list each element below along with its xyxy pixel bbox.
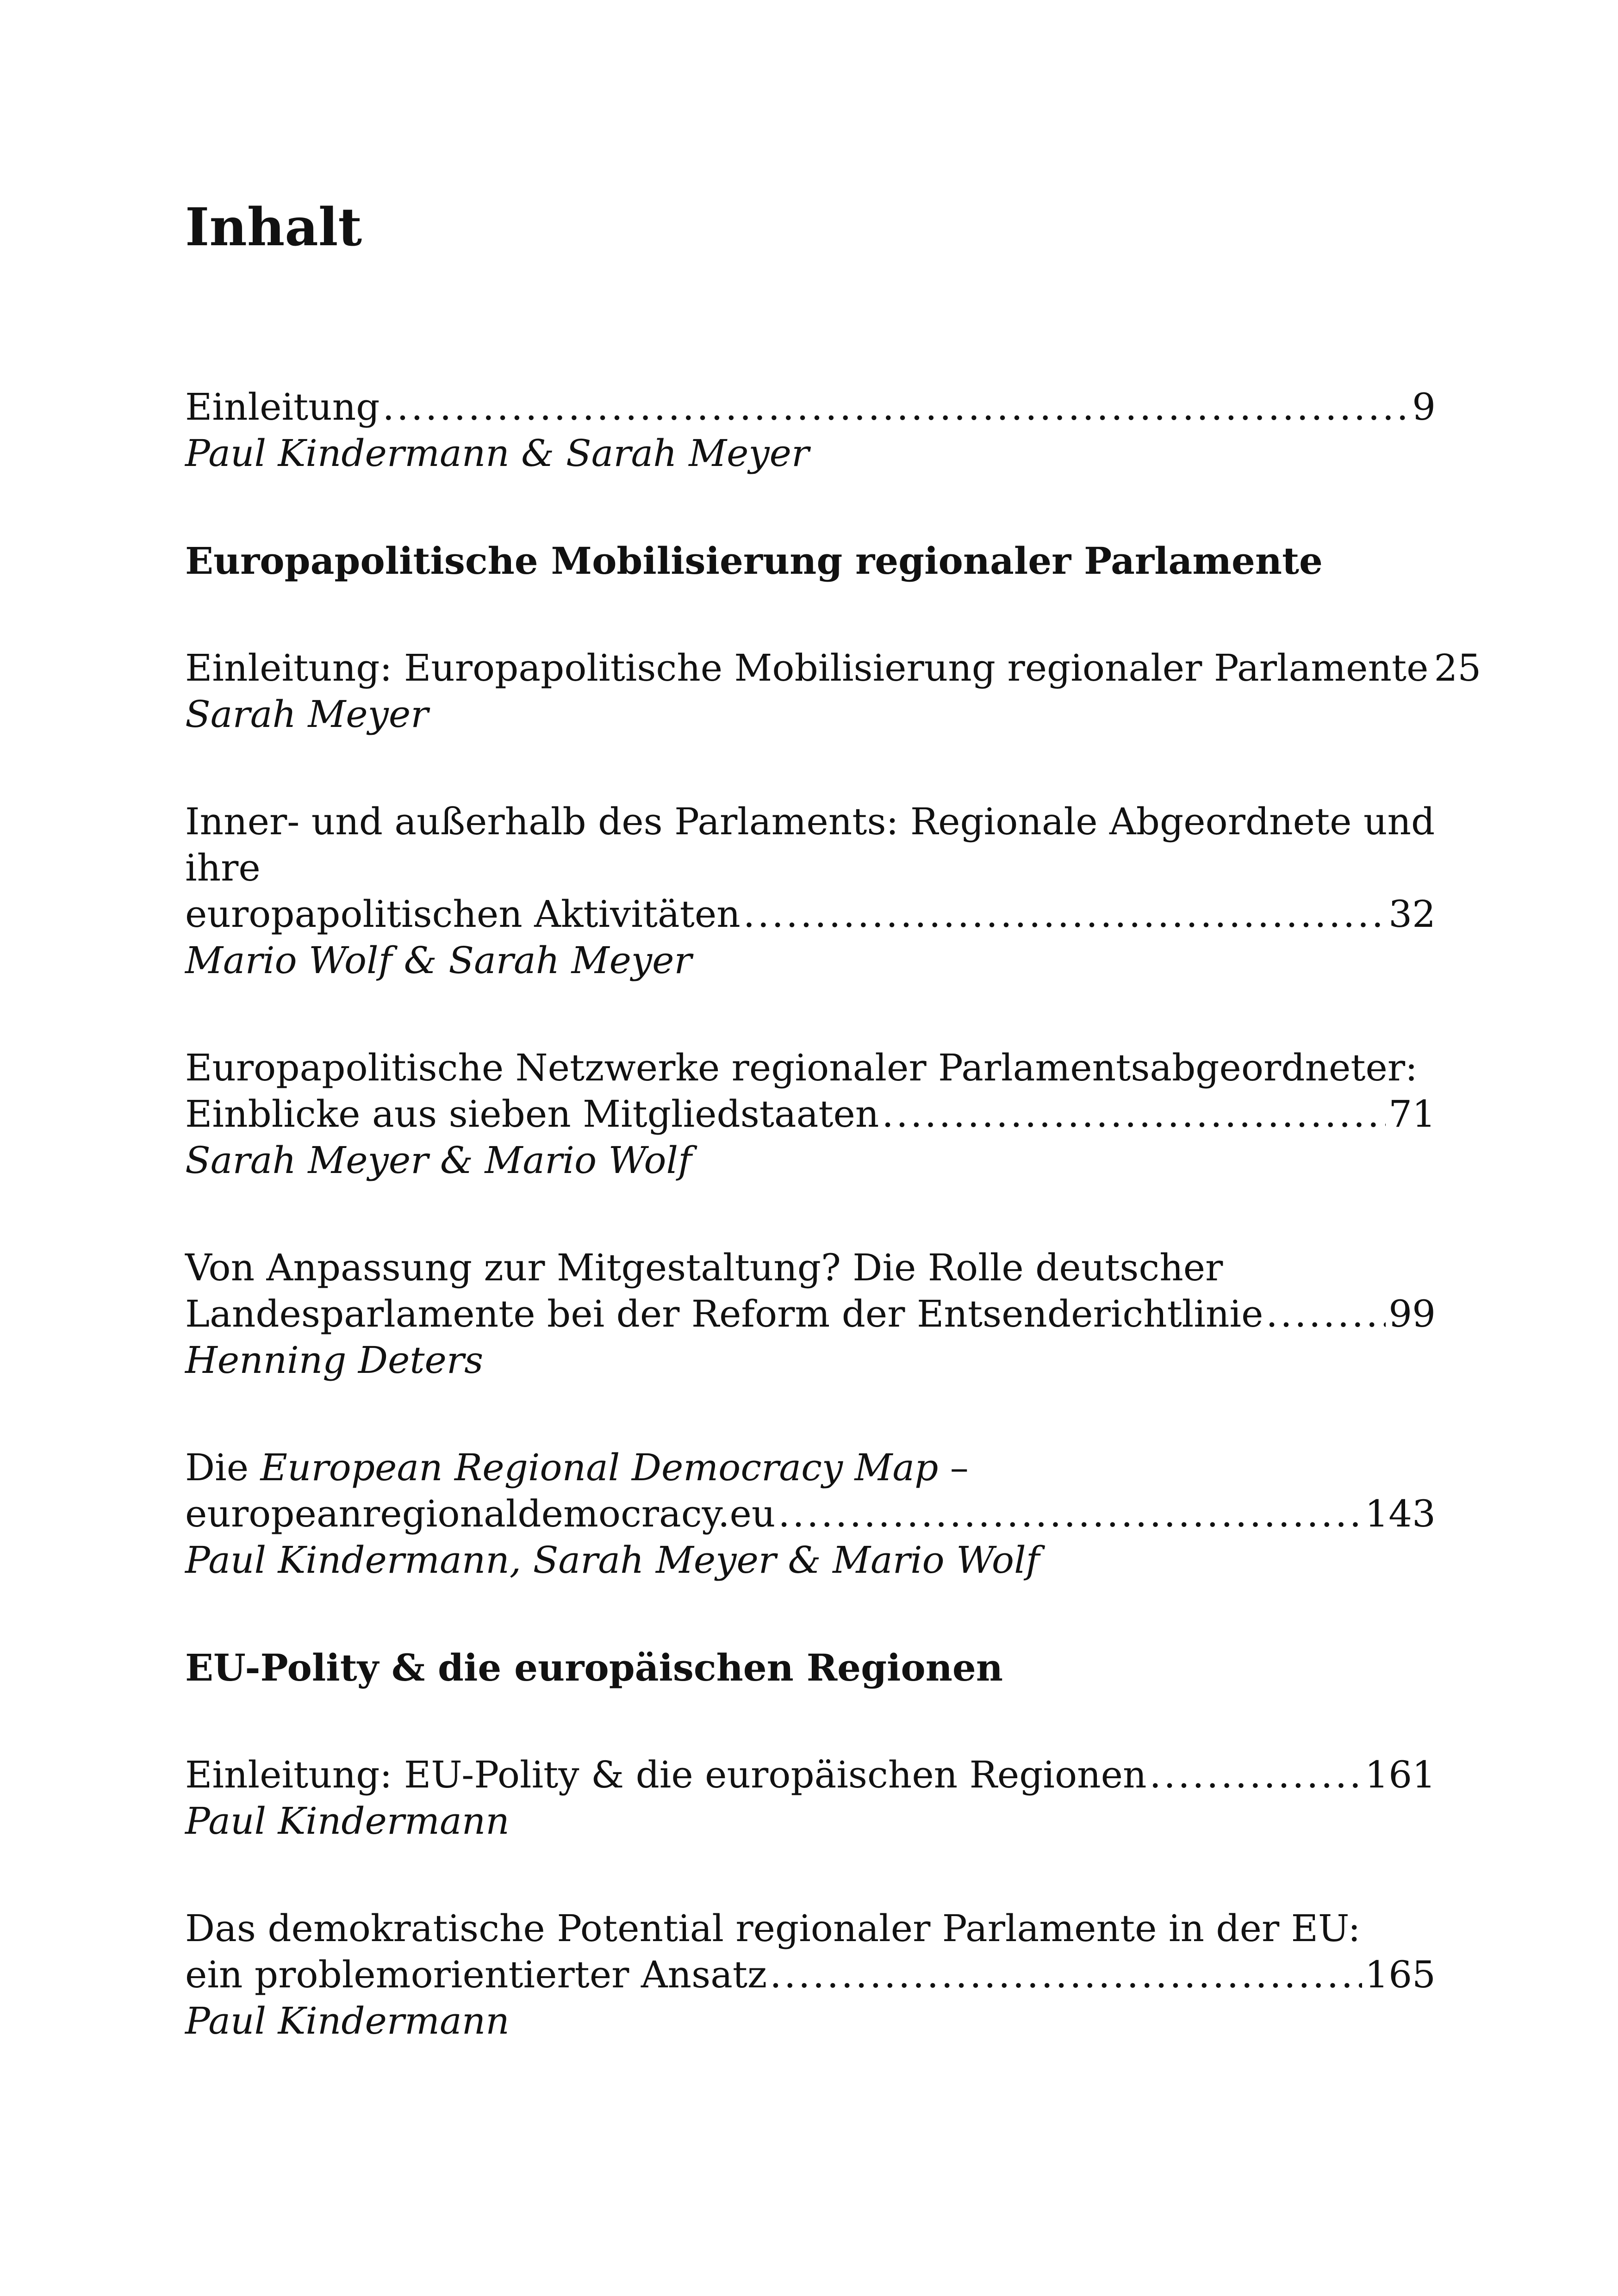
toc-page-number: 25 [1434,646,1481,689]
toc-entry-author: Paul Kindermann [185,1999,510,2042]
toc-page-number: 99 [1388,1292,1436,1335]
toc-entry-title-line: Von Anpassung zur Mitgestaltung? Die Rolle deutscher [185,1246,1223,1289]
toc-entry-title: Einleitung [185,385,380,428]
toc-page-number: 161 [1365,1753,1436,1796]
dot-leader [1150,1752,1363,1798]
dot-leader [743,891,1386,937]
toc-entry[interactable] [185,384,1436,477]
toc-entry-author: Mario Wolf & Sarah Meyer [185,939,692,982]
dot-leader [382,384,1409,430]
toc-entry-title-line: Europapolitische Netzwerke regionaler Parlamentsabgeordneter: [185,1046,1418,1089]
toc-entry[interactable] [185,799,1436,984]
toc-entry-author: Paul Kindermann, Sarah Meyer & Mario Wolf [185,1539,1040,1582]
toc-entry-title: ein problemorientierter Ansatz [185,1953,767,1996]
toc-page-number: 9 [1412,385,1436,428]
toc-entry-row [185,1952,1436,1998]
toc-entry-row [185,1291,1436,1337]
table-of-contents [185,384,1481,2105]
toc-entry[interactable] [185,1445,1436,1583]
toc-page-number: 143 [1365,1492,1436,1535]
toc-entry-row [185,645,1481,691]
toc-entry-author: Henning Deters [185,1339,484,1382]
toc-entry-author: Sarah Meyer & Mario Wolf [185,1139,692,1182]
toc-entry-title-line [185,1445,1436,1491]
toc-entry-author: Sarah Meyer [185,693,429,736]
toc-entry-title-line: Das demokratische Potential regionaler Parlamente in der EU: [185,1907,1361,1950]
toc-entry-author: Paul Kindermann & Sarah Meyer [185,432,809,475]
toc-page-number: 32 [1388,893,1436,936]
toc-entry-row [185,1752,1436,1798]
toc-entry[interactable] [185,645,1481,738]
section-heading: EU-Polity & die europäischen Regionen [185,1646,1003,1689]
dot-leader [1266,1291,1386,1337]
dot-leader [770,1952,1362,1998]
toc-entry[interactable] [185,1045,1436,1184]
title-italic: European Regional Democracy Map [260,1446,939,1489]
dot-leader [882,1091,1386,1137]
toc-entry-title: Einleitung: EU-Polity & die europäischen Regionen [185,1753,1147,1796]
toc-entry[interactable] [185,1752,1436,1844]
page-title: Inhalt [185,197,362,258]
toc-entry-title-line: Inner- und außerhalb des Parlaments: Regionale Abgeordnete und ihre [185,800,1435,889]
title-suffix: – [950,1446,969,1489]
toc-entry-author: Paul Kindermann [185,1800,510,1843]
toc-entry-row [185,891,1436,937]
title-prefix: Die [185,1446,249,1489]
dot-leader [778,1491,1362,1537]
toc-entry-row [185,1091,1436,1137]
toc-entry[interactable] [185,1905,1436,2044]
toc-page-number: 165 [1365,1953,1436,1996]
toc-page-number: 71 [1388,1092,1436,1136]
toc-entry-row [185,1491,1436,1537]
toc-entry-title: Einblicke aus sieben Mitgliedstaaten [185,1092,879,1136]
section-heading: Europapolitische Mobilisierung regionaler Parlamente [185,539,1323,583]
toc-entry-title: Landesparlamente bei der Reform der Entsenderichtlinie [185,1292,1263,1335]
toc-entry-title: europapolitischen Aktivitäten [185,893,741,936]
toc-entry-row [185,384,1436,430]
toc-entry[interactable] [185,1245,1436,1384]
toc-entry-title: Einleitung: Europapolitische Mobilisierung regionaler Parlamente [185,646,1429,689]
toc-entry-title: europeanregionaldemocracy.eu [185,1492,776,1535]
